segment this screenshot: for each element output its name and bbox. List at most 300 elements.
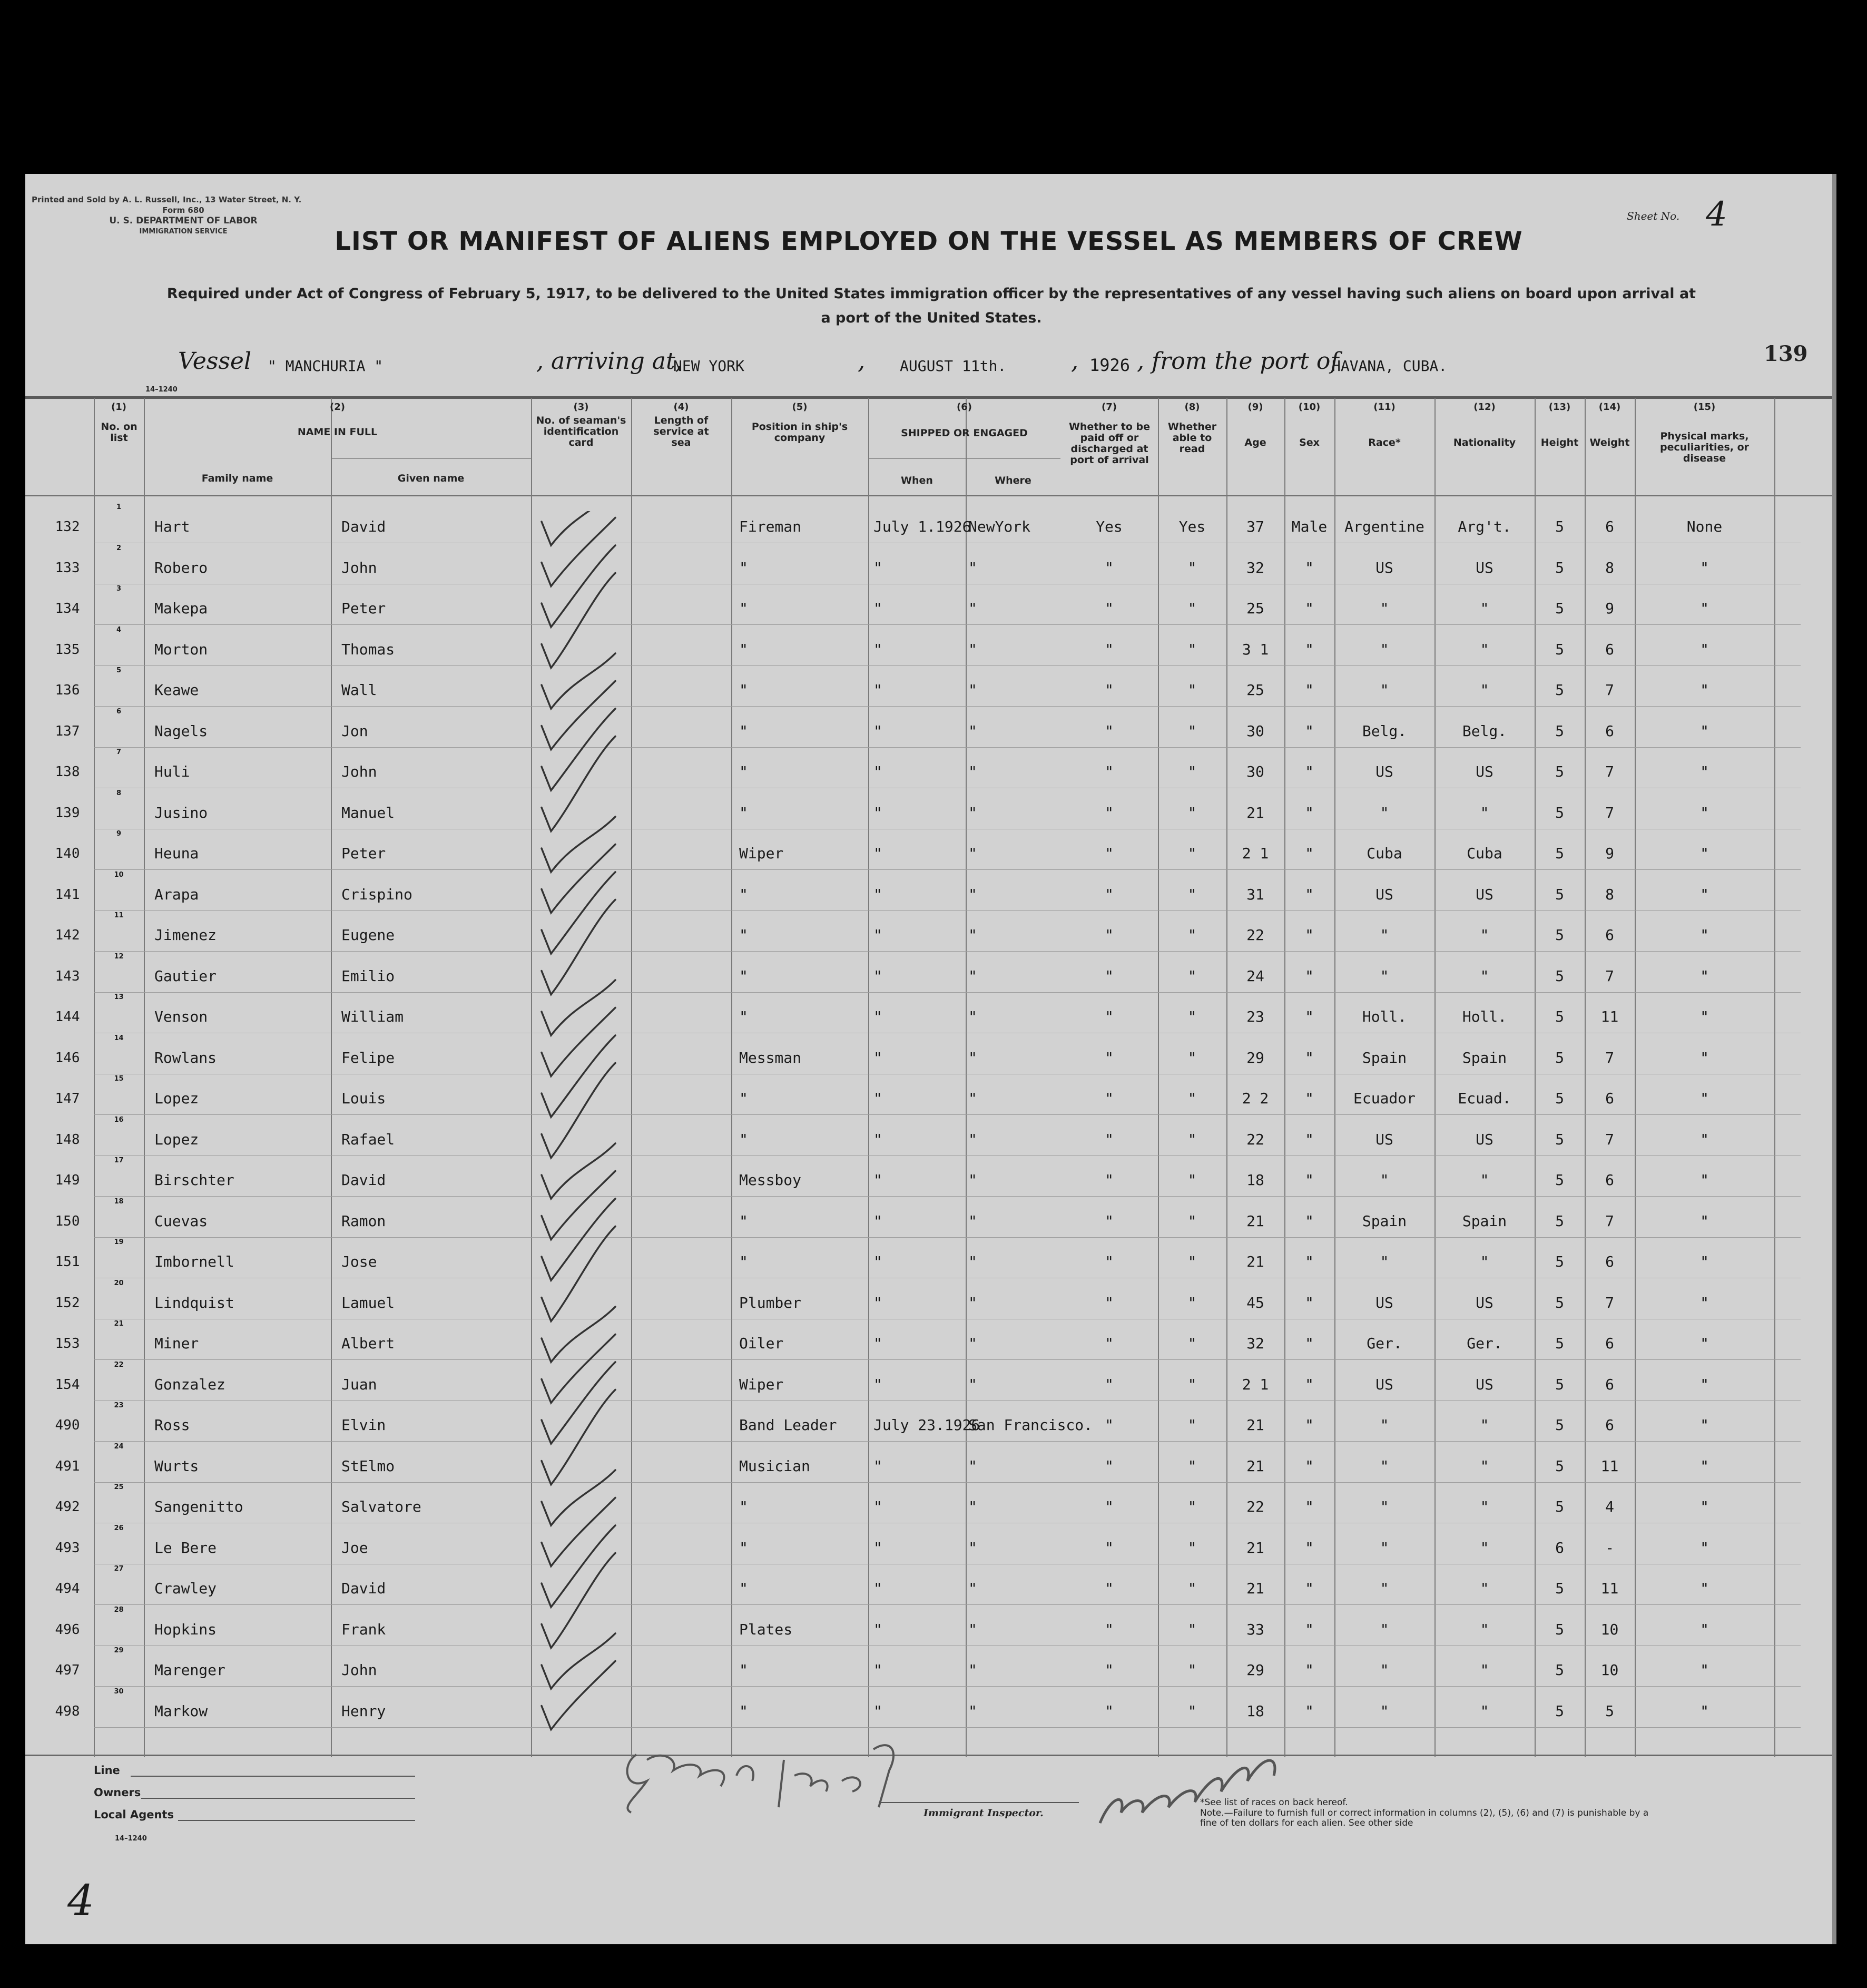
nationality: US bbox=[1476, 763, 1493, 780]
age: 25 bbox=[1246, 681, 1264, 699]
race: " bbox=[1380, 1498, 1389, 1515]
nationality: " bbox=[1480, 1457, 1489, 1475]
nationality: " bbox=[1480, 804, 1489, 821]
shipped-where: " bbox=[968, 763, 977, 780]
sex: " bbox=[1305, 1049, 1314, 1066]
race: " bbox=[1380, 926, 1389, 944]
checkmarks-column bbox=[531, 511, 710, 1755]
sheet-label: Sheet No. bbox=[1627, 210, 1680, 222]
col-10-number: (10) bbox=[1298, 401, 1321, 413]
shipped-when: " bbox=[873, 1171, 882, 1189]
sex: " bbox=[1305, 1620, 1314, 1638]
sex: " bbox=[1305, 600, 1314, 617]
row-list-number: 12 bbox=[114, 952, 124, 961]
col-9-number: (9) bbox=[1247, 401, 1263, 413]
nationality: US bbox=[1476, 1375, 1493, 1393]
paid-off: " bbox=[1105, 1661, 1114, 1679]
col-header-when: When bbox=[901, 475, 933, 486]
given-name: John bbox=[341, 1661, 377, 1679]
given-name: David bbox=[341, 1580, 386, 1597]
department-name: U. S. DEPARTMENT OF LABOR bbox=[109, 216, 258, 226]
weight: 6 bbox=[1605, 518, 1614, 535]
shipped-when: " bbox=[873, 1661, 882, 1679]
checkmark bbox=[542, 1470, 615, 1525]
nationality: " bbox=[1480, 1253, 1489, 1270]
position: " bbox=[739, 559, 748, 576]
row-margin-number: 149 bbox=[55, 1172, 80, 1188]
able-to-read: " bbox=[1187, 1661, 1197, 1679]
paid-off: " bbox=[1105, 600, 1114, 617]
table-row bbox=[25, 1443, 1832, 1483]
paid-off: " bbox=[1105, 1212, 1114, 1230]
weight: 7 bbox=[1605, 763, 1614, 780]
row-margin-number: 134 bbox=[55, 601, 80, 616]
table-row bbox=[25, 503, 1832, 543]
row-margin-number: 141 bbox=[55, 886, 80, 903]
checkmark bbox=[542, 1335, 615, 1403]
sex: " bbox=[1305, 1457, 1314, 1475]
row-margin-number: 154 bbox=[55, 1376, 80, 1393]
weight: 4 bbox=[1605, 1498, 1614, 1515]
table-row bbox=[25, 544, 1832, 584]
height: 5 bbox=[1555, 1375, 1564, 1393]
table-row bbox=[25, 626, 1832, 666]
given-name: Joe bbox=[341, 1539, 368, 1556]
row-margin-number: 148 bbox=[55, 1131, 80, 1148]
checkmark bbox=[542, 681, 615, 750]
able-to-read: Yes bbox=[1178, 518, 1206, 535]
paid-off: " bbox=[1105, 1335, 1114, 1352]
row-list-number: 3 bbox=[116, 585, 122, 593]
table-row bbox=[25, 1320, 1832, 1360]
family-name: Venson bbox=[154, 1008, 208, 1025]
arrival-year: 1926 bbox=[1089, 355, 1131, 375]
row-margin-number: 137 bbox=[55, 723, 80, 739]
height: 5 bbox=[1555, 804, 1564, 821]
page-number: 139 bbox=[1764, 341, 1808, 366]
weight: 6 bbox=[1605, 1375, 1614, 1393]
owners-label: Owners bbox=[94, 1786, 141, 1799]
shipped-when: " bbox=[873, 1008, 882, 1025]
race: Ger. bbox=[1367, 1335, 1402, 1352]
sex: " bbox=[1305, 845, 1314, 862]
col-12-number: (12) bbox=[1473, 401, 1496, 413]
height: 5 bbox=[1555, 640, 1564, 658]
shipped-when: " bbox=[873, 1375, 882, 1393]
family-name: Ross bbox=[154, 1416, 190, 1434]
position: " bbox=[739, 885, 748, 903]
paid-off: " bbox=[1105, 640, 1114, 658]
race: " bbox=[1380, 804, 1389, 821]
row-list-number: 28 bbox=[114, 1605, 124, 1614]
height: 5 bbox=[1555, 1008, 1564, 1025]
family-name: Morton bbox=[154, 640, 208, 658]
weight: 7 bbox=[1605, 1049, 1614, 1066]
physical-marks: " bbox=[1700, 1539, 1709, 1556]
height: 5 bbox=[1555, 559, 1564, 576]
row-margin-number: 139 bbox=[55, 805, 80, 821]
sex: " bbox=[1305, 1008, 1314, 1025]
age: 25 bbox=[1246, 600, 1264, 617]
position: " bbox=[739, 967, 748, 985]
race: " bbox=[1380, 1580, 1389, 1597]
height: 5 bbox=[1555, 681, 1564, 699]
age: 21 bbox=[1246, 1416, 1264, 1434]
given-name: David bbox=[341, 1171, 386, 1189]
shipped-where: " bbox=[968, 1335, 977, 1352]
age: 32 bbox=[1246, 1335, 1264, 1352]
age: 18 bbox=[1246, 1171, 1264, 1189]
weight: 7 bbox=[1605, 804, 1614, 821]
age: 21 bbox=[1246, 1253, 1264, 1270]
table-row bbox=[25, 1688, 1832, 1728]
shipped-where: " bbox=[968, 845, 977, 862]
given-name: Peter bbox=[341, 600, 386, 617]
row-list-number: 21 bbox=[114, 1320, 124, 1328]
row-list-number: 19 bbox=[114, 1238, 124, 1246]
checkmark bbox=[542, 1633, 615, 1689]
shipped-where: " bbox=[968, 967, 977, 985]
paid-off: " bbox=[1105, 1416, 1114, 1434]
physical-marks: " bbox=[1700, 1498, 1709, 1515]
manifest-title: LIST OR MANIFEST OF ALIENS EMPLOYED ON THE VESSEL AS MEMBERS OF CREW bbox=[335, 227, 1523, 256]
race: " bbox=[1380, 1702, 1389, 1720]
paid-off: " bbox=[1105, 1620, 1114, 1638]
manifest-subtitle: Required under Act of Congress of February 5, 1917, to be delivered to the United States immigration officer by the representatives of any vessel having such aliens on board upon arrival at a port of the United States. bbox=[166, 286, 1696, 326]
col-6-number: (6) bbox=[957, 401, 972, 413]
physical-marks: " bbox=[1700, 1008, 1709, 1025]
weight: - bbox=[1605, 1539, 1614, 1556]
table-row bbox=[25, 667, 1832, 707]
family-name: Jusino bbox=[154, 804, 208, 821]
nationality: US bbox=[1476, 885, 1493, 903]
able-to-read: " bbox=[1187, 1702, 1197, 1720]
paid-off: " bbox=[1105, 804, 1114, 821]
row-list-number: 13 bbox=[114, 993, 124, 1001]
checkmark bbox=[542, 1171, 615, 1240]
col-header-position: Position in ship's company bbox=[751, 421, 848, 444]
age: 2 1 bbox=[1242, 1375, 1269, 1393]
family-name: Arapa bbox=[154, 885, 199, 903]
table-row bbox=[25, 1198, 1832, 1238]
sex: " bbox=[1305, 1416, 1314, 1434]
paid-off: " bbox=[1105, 967, 1114, 985]
height: 5 bbox=[1555, 1090, 1564, 1107]
given-name: Manuel bbox=[341, 804, 395, 821]
service-name: IMMIGRATION SERVICE bbox=[139, 228, 228, 236]
weight: 6 bbox=[1605, 926, 1614, 944]
age: 21 bbox=[1246, 1539, 1264, 1556]
shipped-when: " bbox=[873, 559, 882, 576]
col-8-number: (8) bbox=[1184, 401, 1200, 413]
age: 32 bbox=[1246, 559, 1264, 576]
col-header-sex: Sex bbox=[1299, 437, 1320, 448]
able-to-read: " bbox=[1187, 600, 1197, 617]
weight: 7 bbox=[1605, 681, 1614, 699]
row-list-number: 2 bbox=[116, 544, 122, 552]
checkmark bbox=[542, 900, 615, 995]
family-name: Hart bbox=[154, 518, 190, 535]
family-name: Le Bere bbox=[154, 1539, 217, 1556]
shipped-when: " bbox=[873, 763, 882, 780]
col-5-number: (5) bbox=[792, 401, 808, 413]
age: 21 bbox=[1246, 804, 1264, 821]
height: 5 bbox=[1555, 722, 1564, 740]
shipped-where: " bbox=[968, 1702, 977, 1720]
col-header-paid-off: Whether to be paid off or discharged at port of arrival bbox=[1068, 421, 1151, 466]
table-row bbox=[25, 1647, 1832, 1687]
age: 30 bbox=[1246, 763, 1264, 780]
shipped-where: " bbox=[968, 559, 977, 576]
given-name: Felipe bbox=[341, 1049, 395, 1066]
shipped-when: July 23.1926 bbox=[873, 1416, 980, 1434]
shipped-where: San Francisco. bbox=[968, 1416, 1093, 1434]
family-name: Gautier bbox=[154, 967, 217, 985]
height: 5 bbox=[1555, 1620, 1564, 1638]
given-name: John bbox=[341, 559, 377, 576]
physical-marks: " bbox=[1700, 1375, 1709, 1393]
paid-off: " bbox=[1105, 1090, 1114, 1107]
row-list-number: 25 bbox=[114, 1483, 124, 1491]
row-list-number: 9 bbox=[116, 830, 122, 838]
able-to-read: " bbox=[1187, 1498, 1197, 1515]
sex: Male bbox=[1291, 518, 1328, 535]
able-to-read: " bbox=[1187, 559, 1197, 576]
position: " bbox=[739, 1498, 748, 1515]
row-list-number: 7 bbox=[116, 748, 122, 756]
sex: " bbox=[1305, 1375, 1314, 1393]
height: 5 bbox=[1555, 1702, 1564, 1720]
shipped-when: " bbox=[873, 1294, 882, 1311]
paid-off: " bbox=[1105, 1130, 1114, 1148]
table-row bbox=[25, 585, 1832, 625]
nationality: " bbox=[1480, 1498, 1489, 1515]
given-name: Peter bbox=[341, 845, 386, 862]
shipped-where: " bbox=[968, 804, 977, 821]
shipped-when: " bbox=[873, 1539, 882, 1556]
given-name: Salvatore bbox=[341, 1498, 421, 1515]
shipped-when: July 1.1926 bbox=[873, 518, 971, 535]
row-margin-number: 491 bbox=[55, 1458, 80, 1474]
row-list-number: 27 bbox=[114, 1565, 124, 1573]
sex: " bbox=[1305, 1661, 1314, 1679]
col-header-id-card: No. of seaman's identification card bbox=[536, 415, 626, 448]
table-row bbox=[25, 1606, 1832, 1646]
physical-marks: " bbox=[1700, 1702, 1709, 1720]
physical-marks: " bbox=[1700, 640, 1709, 658]
row-list-number: 30 bbox=[114, 1687, 124, 1696]
weight: 7 bbox=[1605, 967, 1614, 985]
shipped-when: " bbox=[873, 1457, 882, 1475]
checkmark bbox=[542, 518, 615, 586]
age: 33 bbox=[1246, 1620, 1264, 1638]
position: Fireman bbox=[739, 518, 802, 535]
given-name: StElmo bbox=[341, 1457, 395, 1475]
from-port-label: , from the port of bbox=[1137, 348, 1339, 375]
age: 23 bbox=[1246, 1008, 1264, 1025]
shipped-where: NewYork bbox=[968, 518, 1031, 535]
shipped-when: " bbox=[873, 1498, 882, 1515]
position: " bbox=[739, 681, 748, 699]
height: 6 bbox=[1555, 1539, 1564, 1556]
shipped-when: " bbox=[873, 722, 882, 740]
weight: 6 bbox=[1605, 1416, 1614, 1434]
weight: 7 bbox=[1605, 1130, 1614, 1148]
races-note: *See list of races on back hereof. bbox=[1200, 1797, 1348, 1808]
age: 22 bbox=[1246, 1130, 1264, 1148]
col-4-number: (4) bbox=[673, 401, 689, 413]
physical-marks: " bbox=[1700, 1130, 1709, 1148]
nationality: " bbox=[1480, 600, 1489, 617]
able-to-read: " bbox=[1187, 1130, 1197, 1148]
able-to-read: " bbox=[1187, 1375, 1197, 1393]
given-name: Henry bbox=[341, 1702, 386, 1720]
able-to-read: " bbox=[1187, 1620, 1197, 1638]
table-row bbox=[25, 1238, 1832, 1278]
col-header-physical-marks: Physical marks, peculiarities, or disease bbox=[1659, 430, 1750, 464]
paid-off: " bbox=[1105, 1498, 1114, 1515]
age: 3 1 bbox=[1242, 640, 1269, 658]
paid-off: " bbox=[1105, 1253, 1114, 1270]
table-row bbox=[25, 871, 1832, 911]
col-header-name-in-full: NAME IN FULL bbox=[297, 426, 378, 438]
arrival-date: AUGUST 11th. bbox=[900, 357, 1007, 375]
col-header-where: Where bbox=[995, 475, 1031, 486]
row-list-number: 4 bbox=[116, 625, 122, 634]
shipped-where: " bbox=[968, 1253, 977, 1270]
col-header-able-to-read: Whether able to read bbox=[1167, 421, 1217, 455]
nationality: Spain bbox=[1462, 1049, 1507, 1066]
paid-off: " bbox=[1105, 1294, 1114, 1311]
family-name: Robero bbox=[154, 559, 208, 576]
sex: " bbox=[1305, 885, 1314, 903]
family-name: Heuna bbox=[154, 845, 199, 862]
checkmark bbox=[542, 1307, 615, 1362]
race: " bbox=[1380, 1171, 1389, 1189]
physical-marks: " bbox=[1700, 1253, 1709, 1270]
line-label: Line bbox=[94, 1764, 120, 1777]
shipped-when: " bbox=[873, 1335, 882, 1352]
height: 5 bbox=[1555, 1580, 1564, 1597]
header-form-code: 14–1240 bbox=[145, 386, 178, 394]
table-row bbox=[25, 912, 1832, 952]
able-to-read: " bbox=[1187, 885, 1197, 903]
weight: 9 bbox=[1605, 600, 1614, 617]
nationality: US bbox=[1476, 559, 1493, 576]
height: 5 bbox=[1555, 1212, 1564, 1230]
given-name: Eugene bbox=[341, 926, 395, 944]
physical-marks: " bbox=[1700, 926, 1709, 944]
shipped-where: " bbox=[968, 600, 977, 617]
sex: " bbox=[1305, 1335, 1314, 1352]
physical-marks: None bbox=[1686, 518, 1723, 535]
family-name: Miner bbox=[154, 1335, 199, 1352]
col-header-family-name: Family name bbox=[201, 473, 273, 484]
checkmark bbox=[542, 980, 615, 1035]
position: Wiper bbox=[739, 845, 784, 862]
age: 2 2 bbox=[1242, 1090, 1269, 1107]
nationality: " bbox=[1480, 1416, 1489, 1434]
race: Belg. bbox=[1362, 722, 1407, 740]
race: US bbox=[1375, 885, 1393, 903]
shipped-where: " bbox=[968, 1539, 977, 1556]
weight: 8 bbox=[1605, 885, 1614, 903]
table-row bbox=[25, 1116, 1832, 1156]
weight: 7 bbox=[1605, 1212, 1614, 1230]
table-row bbox=[25, 1361, 1832, 1401]
row-margin-number: 151 bbox=[55, 1254, 80, 1270]
given-name: Louis bbox=[341, 1090, 386, 1107]
race: US bbox=[1375, 1294, 1393, 1311]
family-name: Birschter bbox=[154, 1171, 234, 1189]
age: 29 bbox=[1246, 1661, 1264, 1679]
col-15-number: (15) bbox=[1693, 401, 1716, 413]
able-to-read: " bbox=[1187, 681, 1197, 699]
nationality: Belg. bbox=[1462, 722, 1507, 740]
checkmark bbox=[542, 1498, 615, 1566]
sheet-number: 4 bbox=[1706, 195, 1727, 234]
able-to-read: " bbox=[1187, 1457, 1197, 1475]
able-to-read: " bbox=[1187, 1335, 1197, 1352]
paid-off: " bbox=[1105, 1457, 1114, 1475]
able-to-read: " bbox=[1187, 1049, 1197, 1066]
shipped-where: " bbox=[968, 1008, 977, 1025]
shipped-where: " bbox=[968, 926, 977, 944]
shipped-where: " bbox=[968, 1049, 977, 1066]
position: " bbox=[739, 1580, 748, 1597]
race: " bbox=[1380, 1661, 1389, 1679]
given-name: Juan bbox=[341, 1375, 377, 1393]
row-margin-number: 150 bbox=[55, 1213, 80, 1229]
shipped-where: " bbox=[968, 1661, 977, 1679]
shipped-when: " bbox=[873, 600, 882, 617]
given-name: David bbox=[341, 518, 386, 535]
age: 21 bbox=[1246, 1580, 1264, 1597]
table-row bbox=[25, 993, 1832, 1033]
physical-marks: " bbox=[1700, 1294, 1709, 1311]
col-header-given-name: Given name bbox=[397, 473, 465, 484]
weight: 6 bbox=[1605, 1253, 1614, 1270]
given-name: Jose bbox=[341, 1253, 377, 1270]
position: " bbox=[739, 1008, 748, 1025]
height: 5 bbox=[1555, 600, 1564, 617]
row-list-number: 22 bbox=[114, 1360, 124, 1369]
age: 22 bbox=[1246, 926, 1264, 944]
checkmark bbox=[542, 845, 615, 913]
paid-off: " bbox=[1105, 1008, 1114, 1025]
position: Messman bbox=[739, 1049, 802, 1066]
shipped-where: " bbox=[968, 1580, 977, 1597]
table-row bbox=[25, 1402, 1832, 1442]
shipped-where: " bbox=[968, 1130, 977, 1148]
vessel-name: " MANCHURIA " bbox=[268, 357, 384, 375]
row-margin-number: 138 bbox=[55, 764, 80, 780]
race: Argentine bbox=[1344, 518, 1424, 535]
family-name: Lopez bbox=[154, 1090, 199, 1107]
sex: " bbox=[1305, 640, 1314, 658]
given-name: Albert bbox=[341, 1335, 395, 1352]
paid-off: " bbox=[1105, 1539, 1114, 1556]
nationality: Spain bbox=[1462, 1212, 1507, 1230]
col-3-number: (3) bbox=[573, 401, 589, 413]
sex: " bbox=[1305, 1253, 1314, 1270]
nationality: " bbox=[1480, 1620, 1489, 1638]
row-margin-number: 147 bbox=[55, 1091, 80, 1106]
position: " bbox=[739, 1661, 748, 1679]
sex: " bbox=[1305, 559, 1314, 576]
position: " bbox=[739, 804, 748, 821]
family-name: Jimenez bbox=[154, 926, 217, 944]
